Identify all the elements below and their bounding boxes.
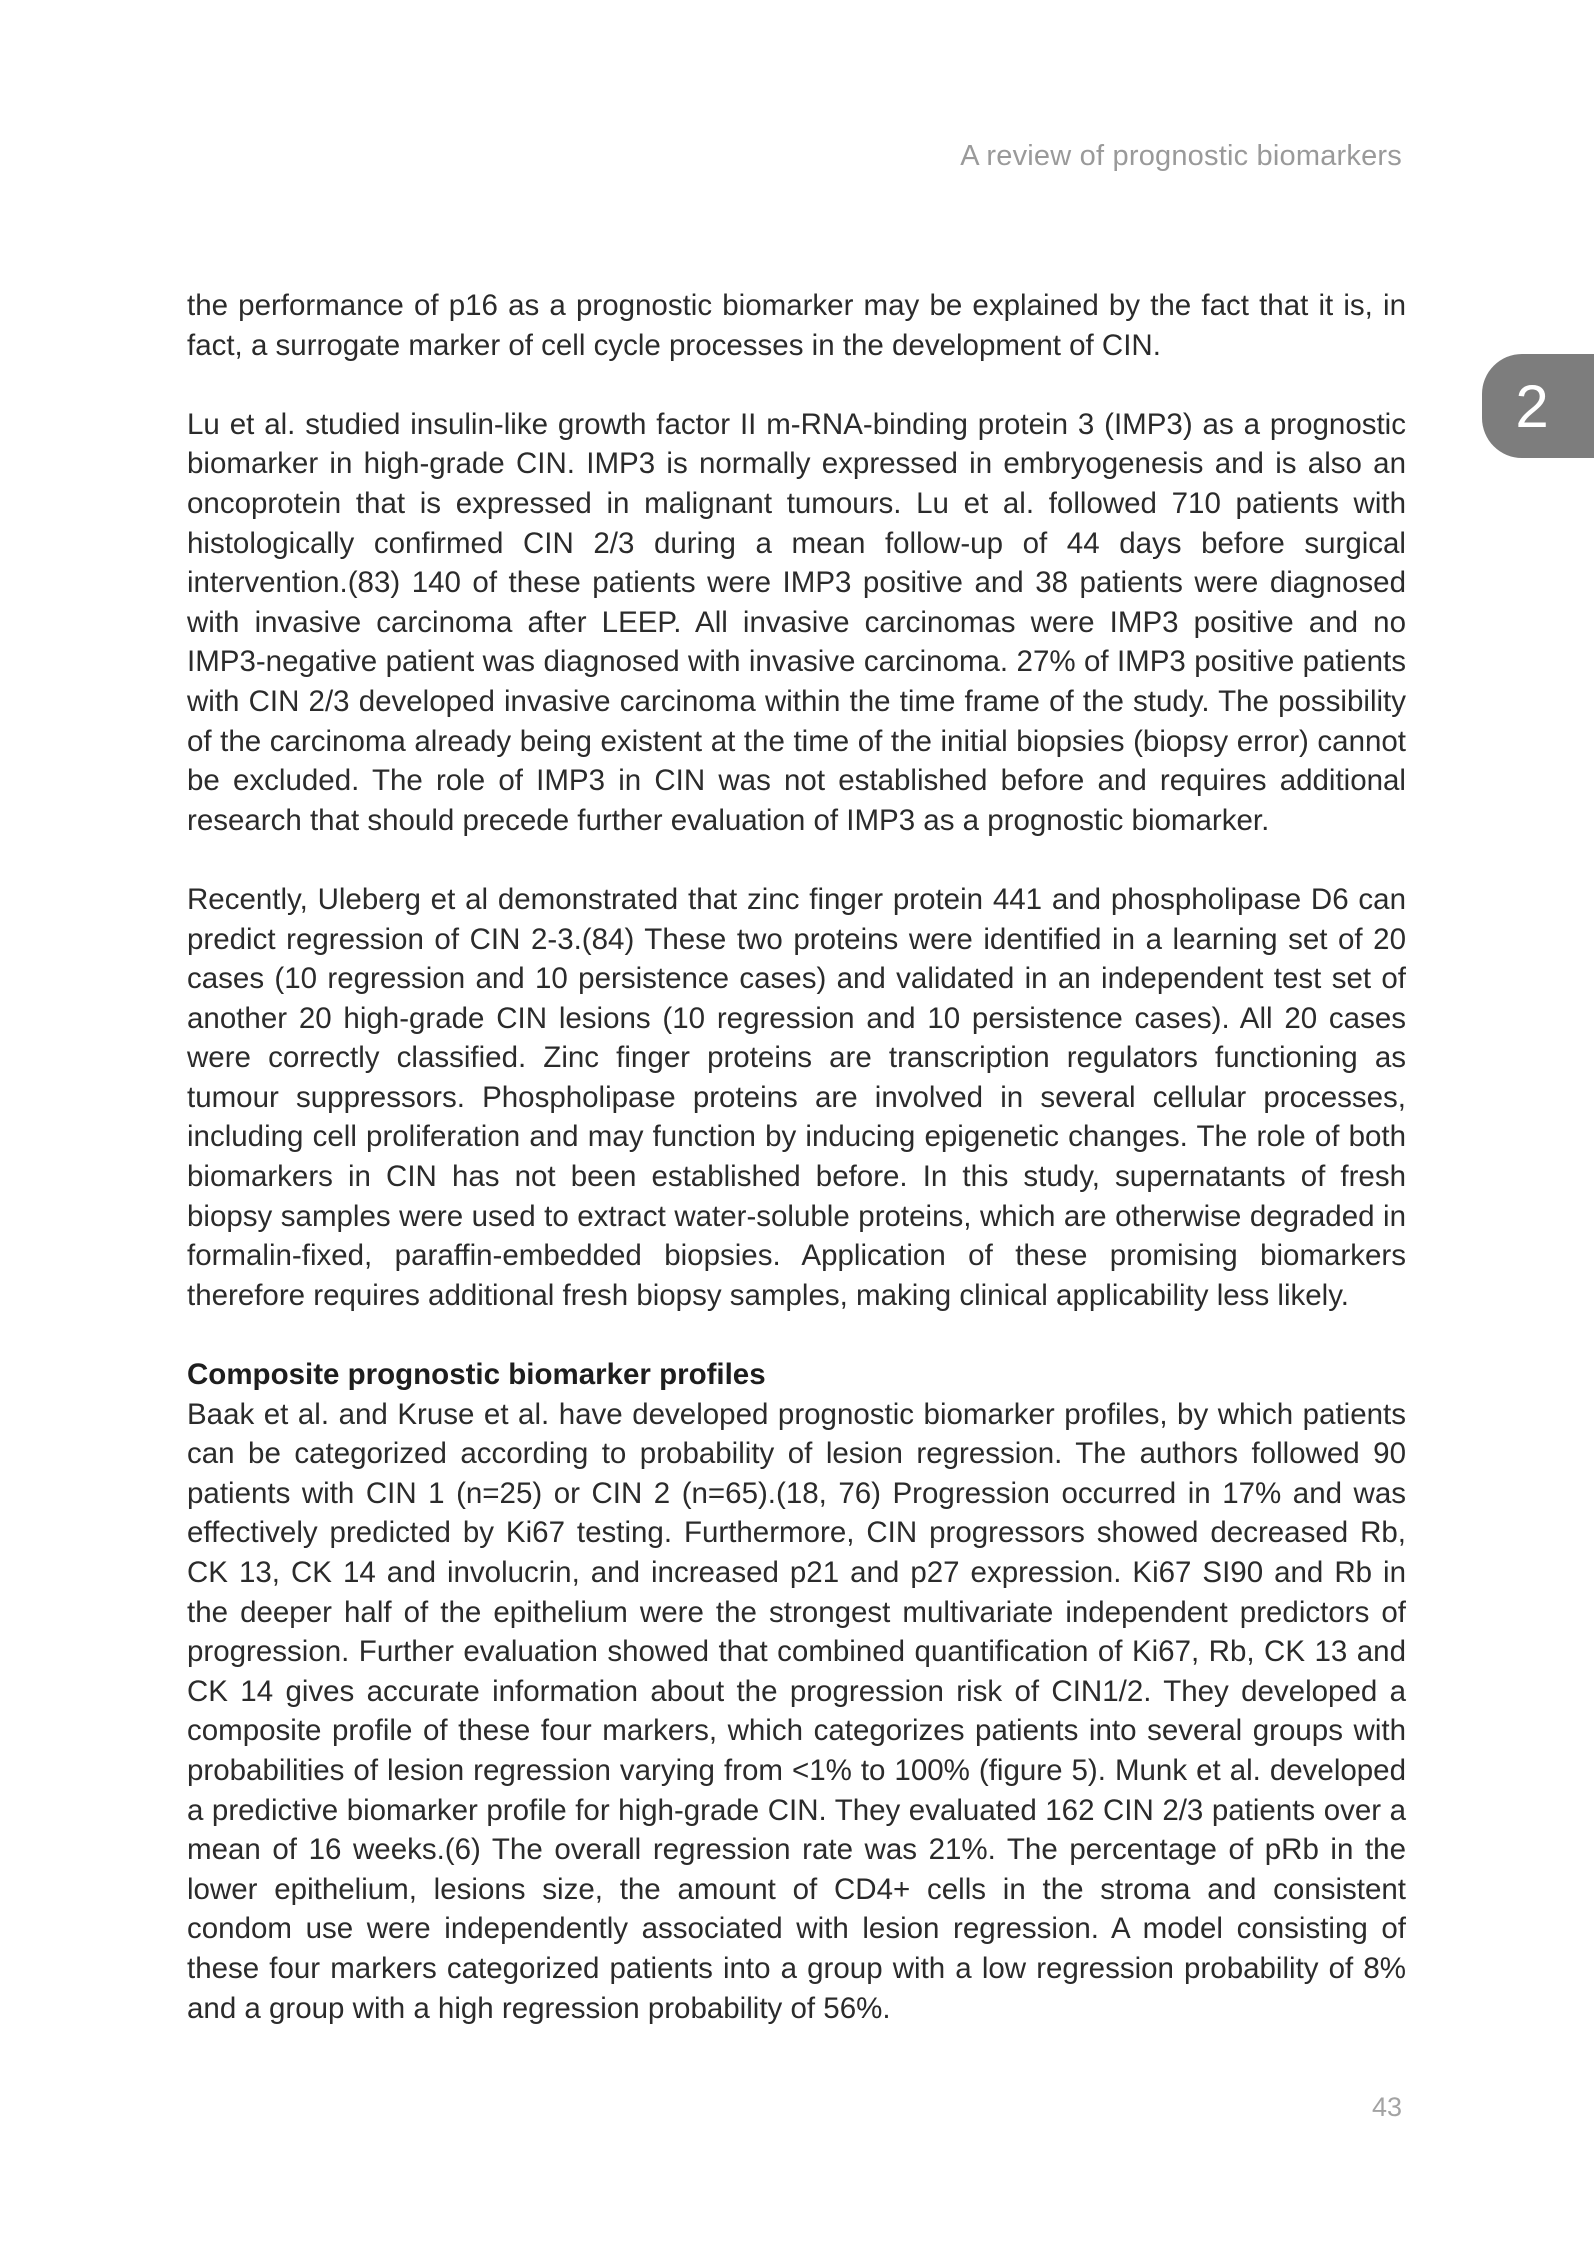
paragraph-composite-profiles: Baak et al. and Kruse et al. have developed prognostic biomarker profiles, by which patients can be categorized according to probability of lesion regression. The authors followed 90 patients with CIN 1 (n=25) or CIN 2 (n=65).(18, 76) Progression occurred in 17% and was effectively predicted by Ki67 testing. Furthermore, CIN progressors showed decreased Rb, CK 13, CK 14 and involucrin, and increased p21 and p27 expression. Ki67 SI90 and Rb in the deeper half of the epithelium were the strongest multivariate independent predictors of progression. Further evaluation showed that combined quantification of Ki67, Rb, CK 13 and CK 14 gives accurate information about the progression risk of CIN1/2. They developed a composite profile of these four markers, which categorizes patients into several groups with probabilities of lesion regression varying from <1% to 100% (figure 5). Munk et al. developed a predictive biomarker profile for high-grade CIN. They evaluated 162 CIN 2/3 patients over a mean of 16 weeks.(6) The overall regression rate was 21%. The percentage of pRb in the lower epithelium, lesions size, the amount of CD4+ cells in the stroma and consistent condom use were independently associated with lesion regression. A model consisting of these four markers categorized patients into a group with a low regression probability of 8% and a group with a high regression probability of 56%. <box>187 1397 1406 2025</box>
running-header: A review of prognostic biomarkers <box>960 140 1402 172</box>
paragraph-p16: the performance of p16 as a prognostic biomarker may be explained by the fact that it is, in fact, a surrogate marker of cell cycle processes in the development of CIN. <box>187 289 1406 362</box>
section-heading: Composite prognostic biomarker profiles <box>187 1358 766 1392</box>
chapter-tab <box>1482 354 1594 458</box>
paragraph-imp3: Lu et al. studied insulin-like growth factor II m-RNA-binding protein 3 (IMP3) as a prognostic biomarker in high-grade CIN. IMP3 is normally expressed in embryogenesis and is also an oncoprotein that is expressed in malignant tumours. Lu et al. followed 710 patients with histologically confirmed CIN 2/3 during a mean follow-up of 44 days before surgical intervention.(83) 140 of these patients were IMP3 positive and 38 patients were diagnosed with invasive carcinoma after LEEP. All invasive carcinomas were IMP3 positive and no IMP3-negative patient was diagnosed with invasive carcinoma. 27% of IMP3 positive patients with CIN 2/3 developed invasive carcinoma within the time frame of the study. The possibility of the carcinoma already being existent at the time of the initial biopsies (biopsy error) cannot be excluded. The role of IMP3 in CIN was not established before and requires additional research that should precede further evaluation of IMP3 as a prognostic biomarker. <box>187 407 1406 837</box>
paragraph-zinc-finger: Recently, Uleberg et al demonstrated that zinc finger protein 441 and phospholipase D6 can predict regression of CIN 2-3.(84) These two proteins were identified in a learning set of 20 cases (10 regression and 10 persistence cases) and validated in an independent test set of another 20 high-grade CIN lesions (10 regression and 10 persistence cases). All 20 cases were correctly classified. Zinc finger proteins are transcription regulators functioning as tumour suppressors. Phospholipase proteins are involved in several cellular processes, including cell proliferation and may function by inducing epigenetic changes. The role of both biomarkers in CIN has not been established before. In this study, supernatants of fresh biopsy samples were used to extract water-soluble proteins, which are otherwise degraded in formalin-fixed, paraffin-embedded biopsies. Application of these promising biomarkers therefore requires additional fresh biopsy samples, making clinical applicability less likely. <box>187 882 1406 1312</box>
chapter-number: 2 <box>1515 372 1549 440</box>
body-text <box>187 286 1406 2028</box>
page-number: 43 <box>1371 2092 1402 2122</box>
